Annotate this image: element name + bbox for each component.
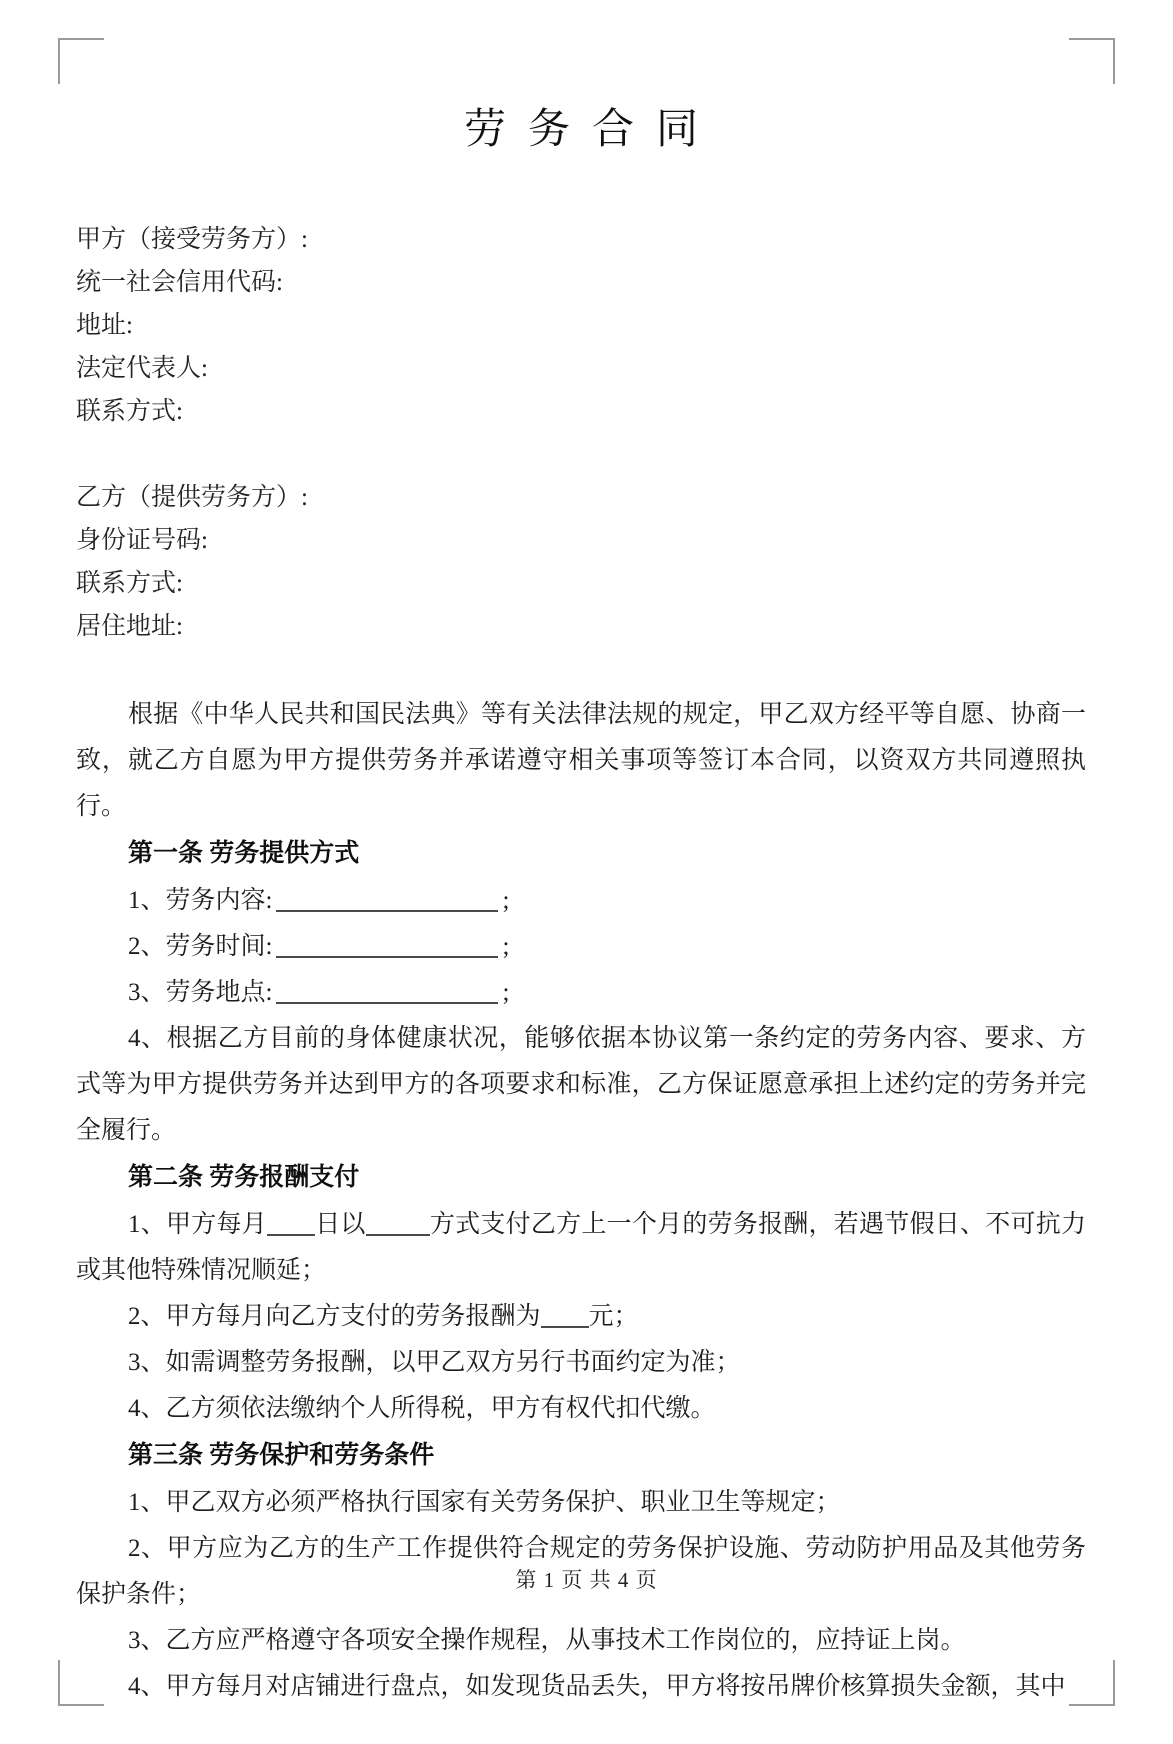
article-3-item-3: 3、乙方应严格遵守各项安全操作规程，从事技术工作岗位的，应持证上岗。 [128, 1627, 966, 1654]
article-1-item-2-label: 2、劳务时间: [128, 933, 273, 960]
article-3-item-1: 1、甲乙双方必须严格执行国家有关劳务保护、职业卫生等规定； [128, 1489, 841, 1516]
party-a-legal-rep-label: 法定代表人: [76, 355, 208, 382]
article-2-item-3: 3、如需调整劳务报酬，以甲乙双方另行书面约定为准； [128, 1349, 741, 1376]
crop-mark-top-left [58, 38, 104, 84]
article-1-item-1-label: 1、劳务内容: [128, 887, 273, 914]
article-3-item-4: 4、甲方每月对店铺进行盘点，如发现货品丢失，甲方将按吊牌价核算损失金额，其中 [128, 1673, 1066, 1700]
payment-method-blank[interactable] [366, 1234, 430, 1236]
party-a-heading: 甲方（接受劳务方）: [76, 226, 308, 253]
article-1-item-2-suffix: ; [502, 933, 510, 960]
party-a-credit-code-label: 统一社会信用代码: [76, 269, 283, 296]
labor-place-blank[interactable] [276, 1002, 498, 1004]
article-2-item-1-seg1: 1、甲方每月 [128, 1211, 267, 1238]
article-1-heading: 第一条 劳务提供方式 [128, 840, 360, 867]
crop-mark-top-right [1069, 38, 1115, 84]
party-a-address-label: 地址: [76, 312, 133, 339]
article-1-item-1-suffix: ; [502, 887, 510, 914]
article-1-item-3 [76, 970, 1086, 1016]
article-1-item-3-suffix: ; [502, 979, 510, 1006]
article-2-item-2-seg1: 2、甲方每月向乙方支付的劳务报酬为 [128, 1303, 541, 1330]
party-b-contact-label: 联系方式: [76, 570, 183, 597]
preamble-paragraph: 根据《中华人民共和国民法典》等有关法律法规的规定，甲乙双方经平等自愿、协商一致，就乙方自愿为甲方提供劳务并承诺遵守相关事项等签订本合同，以资双方共同遵照执行。 [76, 701, 1086, 820]
party-b-id-number-label: 身份证号码: [76, 527, 208, 554]
document-content [76, 96, 1086, 1710]
article-2-item-1 [76, 1202, 1086, 1294]
article-2-item-2 [76, 1294, 1086, 1340]
article-2-item-1-seg3: 方式支付乙方上一个月的劳务报酬，若遇节假日、不可抗力或其他特殊情况顺延； [76, 1211, 1086, 1284]
labor-time-blank[interactable] [276, 956, 498, 958]
party-block-spacer [76, 433, 1086, 476]
monthly-amount-blank[interactable] [541, 1326, 589, 1328]
article-1-item-4: 4、根据乙方目前的身体健康状况，能够依据本协议第一条约定的劳务内容、要求、方式等为甲方提供劳务并达到甲方的各项要求和标准，乙方保证愿意承担上述约定的劳务并完全履行。 [76, 1025, 1086, 1144]
page-footer: 第 1 页 共 4 页 [515, 1568, 658, 1592]
article-2-item-1-seg2: 日以 [314, 1211, 366, 1238]
party-b-residence-label: 居住地址: [76, 613, 183, 640]
article-1-item-2 [76, 924, 1086, 970]
party-a-contact-label: 联系方式: [76, 398, 183, 425]
article-2-heading: 第二条 劳务报酬支付 [128, 1164, 360, 1191]
article-2-item-4: 4、乙方须依法缴纳个人所得税，甲方有权代扣代缴。 [128, 1395, 716, 1422]
article-1-item-1 [76, 878, 1086, 924]
page-title: 劳务合同 [463, 107, 720, 153]
article-1-item-3-label: 3、劳务地点: [128, 979, 273, 1006]
labor-content-blank[interactable] [276, 910, 498, 912]
article-3-item-2: 2、甲方应为乙方的生产工作提供符合规定的劳务保护设施、劳动防护用品及其他劳务保护条件； [76, 1535, 1086, 1608]
party-a-block [76, 218, 1086, 433]
article-2-item-2-seg2: 元； [588, 1303, 639, 1330]
article-3-heading: 第三条 劳务保护和劳务条件 [128, 1442, 435, 1469]
party-b-heading: 乙方（提供劳务方）: [76, 484, 308, 511]
party-b-block [76, 476, 1086, 648]
payment-day-blank[interactable] [267, 1234, 315, 1236]
